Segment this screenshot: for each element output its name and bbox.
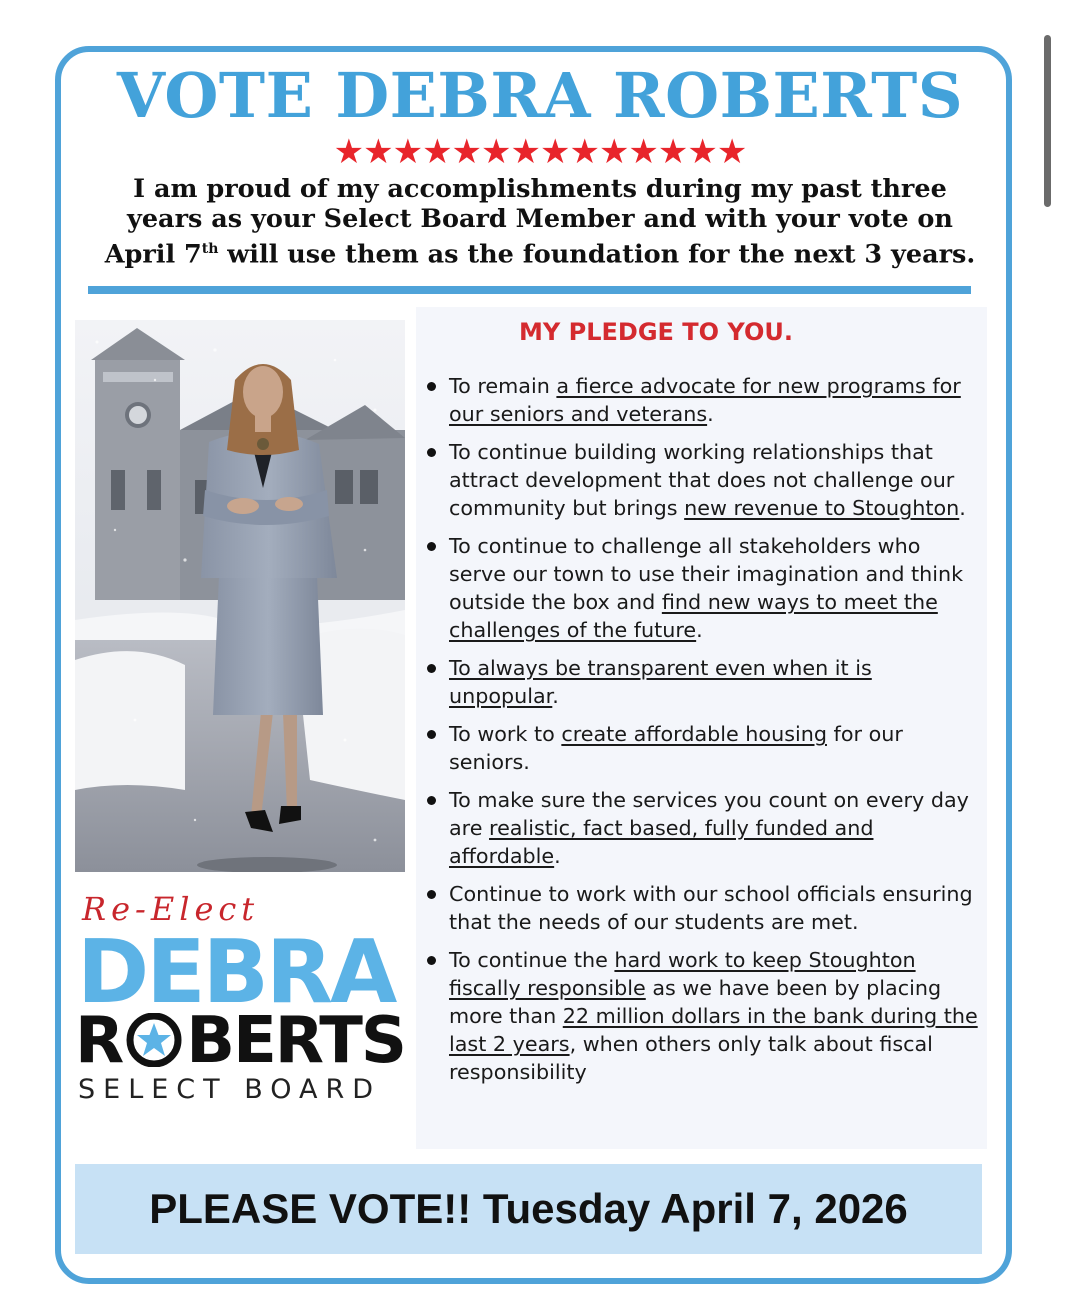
intro-line-1: I am proud of my accomplishments during my past three	[133, 174, 947, 204]
pledge-underlined-text: new revenue to Stoughton	[684, 496, 960, 520]
intro-line-2: years as your Select Board Member and with your vote on	[127, 204, 953, 234]
pledge-heading: MY PLEDGE TO YOU.	[519, 318, 793, 346]
divider-rule	[88, 286, 971, 294]
pledge-list	[420, 372, 980, 1096]
pledge-text: , when others only talk about fiscal responsibility	[449, 1032, 933, 1084]
pledge-item	[420, 438, 980, 522]
pledge-underlined-text: create affordable housing	[561, 722, 827, 746]
pledge-text: .	[696, 618, 703, 642]
logo-first-name: DEBRA	[77, 921, 395, 1023]
pledge-underlined-text: To always be transparent even when it is unpopular	[449, 656, 872, 708]
reelect-script: Re-Elect	[82, 890, 260, 928]
vote-banner-text: PLEASE VOTE!! Tuesday April 7, 2026	[149, 1185, 908, 1232]
logo-last-name-start: R	[75, 1004, 123, 1078]
pledge-text: Continue to work with our school officials ensuring that the needs of our students are met.	[449, 882, 973, 934]
pledge-text: To make sure the services you count on every day are	[449, 788, 969, 840]
pledge-text: To remain	[449, 374, 557, 398]
pledge-text: for our seniors.	[449, 722, 903, 774]
pledge-underlined-text: hard work to keep Stoughton fiscally responsible	[449, 948, 916, 1000]
star-o-icon	[122, 1013, 186, 1067]
pledge-item	[420, 880, 980, 936]
pledge-text: .	[707, 402, 714, 426]
intro-text	[80, 174, 1000, 270]
pledge-item	[420, 946, 980, 1086]
flyer-title: VOTE DEBRA ROBERTS	[116, 59, 964, 132]
pledge-underlined-text: 22 million dollars in the bank during the last 2 years	[449, 1004, 978, 1056]
pledge-text: .	[554, 844, 561, 868]
pledge-item	[420, 720, 980, 776]
pledge-item	[420, 532, 980, 644]
logo-last-name	[75, 1006, 405, 1076]
logo-office: SELECT BOARD	[78, 1074, 382, 1105]
pledge-underlined-text: find new ways to meet the challenges of the future	[449, 590, 938, 642]
pledge-text: .	[552, 684, 559, 708]
pledge-text: To continue building working relationships that attract development that does not challenge our community but brings	[449, 440, 955, 520]
logo-last-name-end: BERTS	[186, 1004, 405, 1078]
pledge-text: .	[959, 496, 966, 520]
intro-date-suffix: th	[201, 241, 219, 257]
intro-line-3	[80, 234, 1000, 270]
intro-line-3-rest: will use them as the foundation for the next 3 years.	[218, 239, 976, 270]
pledge-item	[420, 786, 980, 870]
pledge-underlined-text: realistic, fact based, fully funded and affordable	[449, 816, 874, 868]
pledge-text: To work to	[449, 722, 562, 746]
pledge-text: as we have been by placing more than	[449, 976, 942, 1028]
candidate-photo	[75, 320, 405, 872]
pledge-text: To continue the	[449, 948, 615, 972]
intro-date: April 7	[104, 239, 202, 270]
pledge-item	[420, 372, 980, 428]
stars-row: ★★★★★★★★★★★★★★	[333, 132, 747, 172]
pledge-text: To continue to challenge all stakeholders who serve our town to use their imagination and think outside the box and	[449, 534, 964, 614]
pledge-item	[420, 654, 980, 710]
pledge-underlined-text: a fierce advocate for new programs for our seniors and veterans	[449, 374, 961, 426]
